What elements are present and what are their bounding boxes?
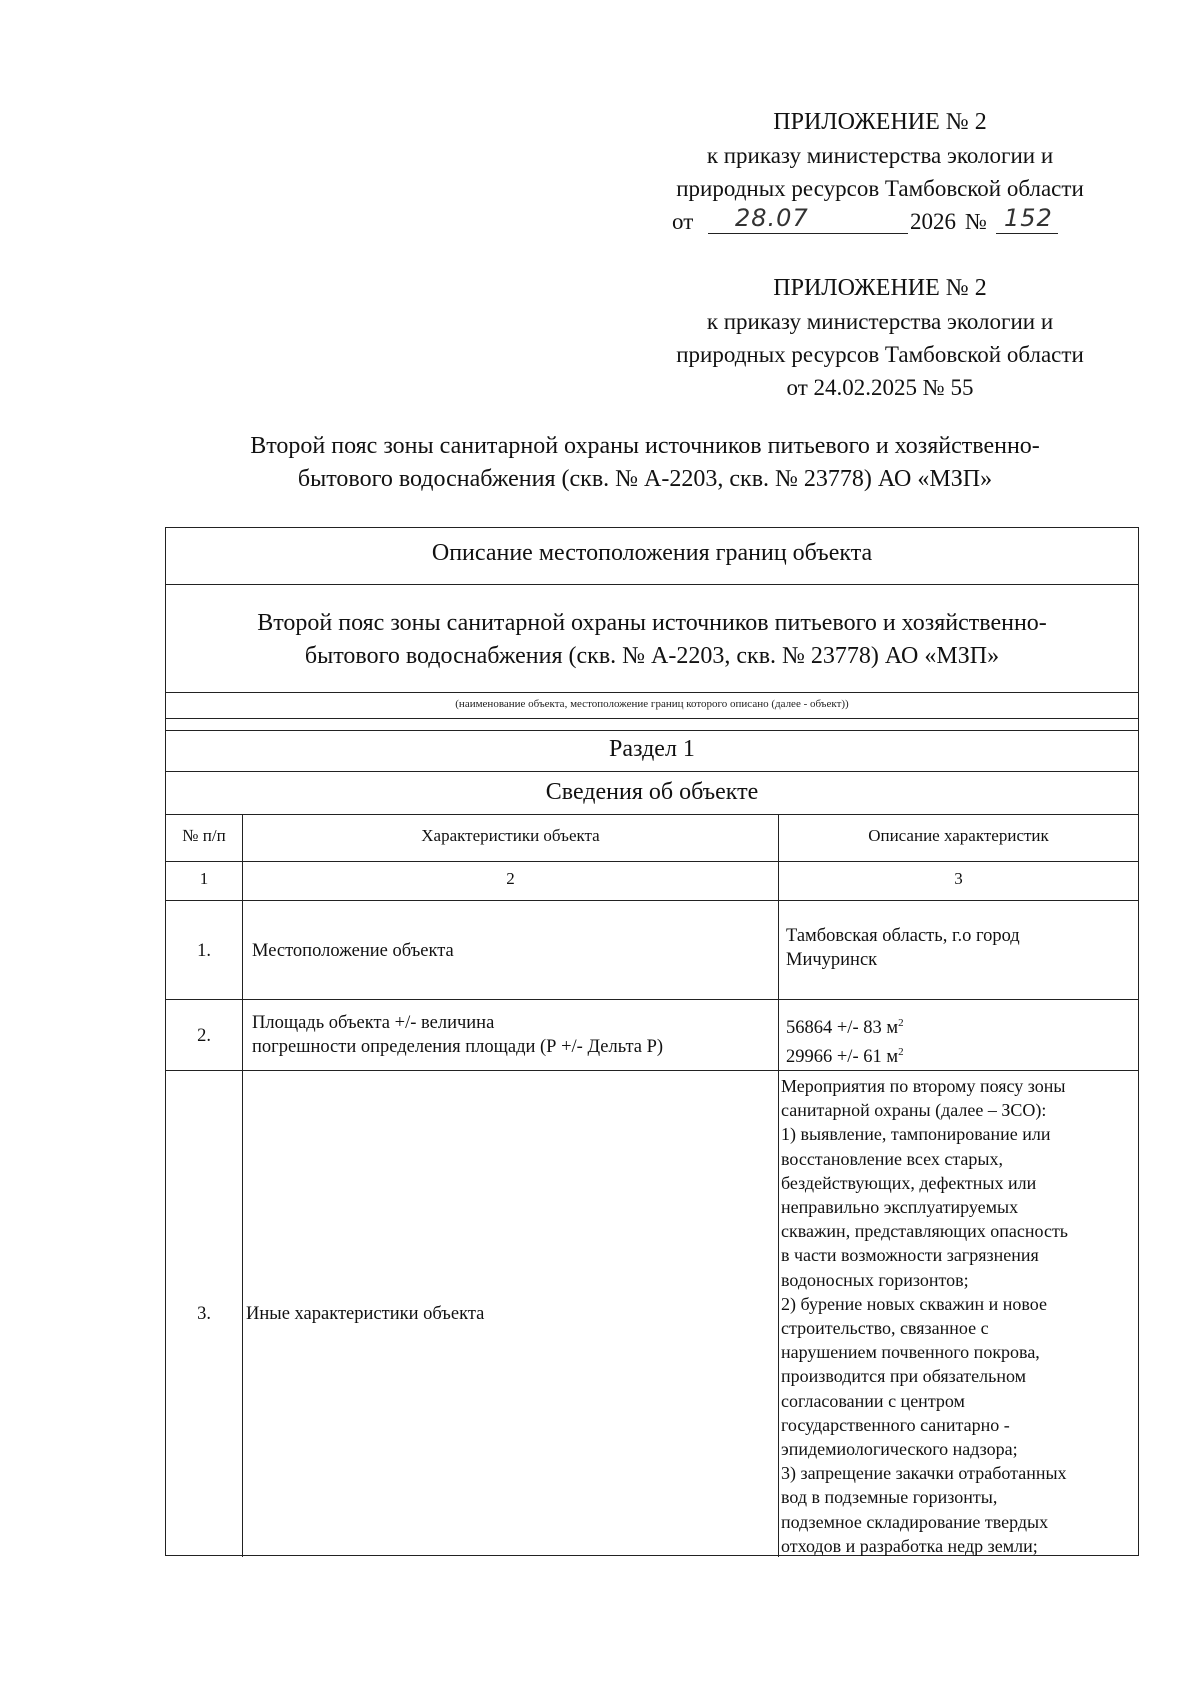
table-rule <box>166 730 1138 731</box>
area-text: 56864 +/- 83 м <box>786 1018 899 1039</box>
handwritten-date: 28.07 <box>735 204 809 232</box>
description-line: нарушением почвенного покрова, <box>781 1342 1040 1363</box>
unit-superscript: 2 <box>898 1046 904 1059</box>
column-header-description: Описание характеристик <box>868 826 1049 845</box>
column-rule <box>242 814 243 1557</box>
object-name-note: (наименование объекта, местоположение границ которого описано (далее - объект)) <box>455 698 849 710</box>
row-description <box>786 924 1131 972</box>
object-name-line: Второй пояс зоны санитарной охраны источников питьевого и хозяйственно- <box>257 610 1047 636</box>
table-rule <box>166 718 1138 719</box>
area-value-2 <box>786 1040 1131 1069</box>
table-rule <box>166 900 1138 901</box>
appendix-title: ПРИЛОЖЕНИЕ № 2 <box>773 109 987 135</box>
section-title: Сведения об объекте <box>545 779 759 805</box>
description-line: скважин, представляющих опасность <box>781 1221 1069 1242</box>
table-rule <box>166 999 1138 1000</box>
table-rule <box>166 692 1138 693</box>
column-number: 2 <box>506 869 515 888</box>
date-year: 2026 <box>910 209 956 234</box>
description-line: Мичуринск <box>786 950 878 970</box>
table-rule <box>166 861 1138 862</box>
description-line: 1) выявление, тампонирование или <box>781 1124 1051 1145</box>
section-label: Раздел 1 <box>609 736 695 762</box>
area-text: 29966 +/- 61 м <box>786 1047 899 1068</box>
table-rule <box>166 771 1138 772</box>
appendix-line: к приказу министерства экологии и <box>706 309 1054 334</box>
row-description-measures <box>781 1074 1137 1558</box>
column-number: 1 <box>199 869 209 888</box>
handwritten-number: 152 <box>1004 204 1053 232</box>
column-header-characteristic: Характеристики объекта <box>421 826 600 845</box>
description-line: государственного санитарно - <box>781 1414 1010 1435</box>
object-name <box>166 607 1138 673</box>
row-description <box>786 1011 1131 1069</box>
row-number: 2. <box>197 1026 211 1046</box>
appendix-header-previous <box>620 272 1140 404</box>
table-rule <box>166 1070 1138 1071</box>
appendix-header-current <box>620 106 1140 238</box>
appendix-line: от 24.02.2025 № 55 <box>786 375 974 400</box>
description-line: эпидемиологического надзора; <box>781 1439 1018 1460</box>
row-characteristic: Иные характеристики объекта <box>246 1304 485 1324</box>
characteristic-line: погрешности определения площади (Р +/- Дельта Р) <box>252 1037 664 1057</box>
description-line: Тамбовская область, г.о город <box>786 926 1020 946</box>
number-prefix: № <box>965 209 987 234</box>
description-line: вод в подземные горизонты, <box>781 1487 998 1508</box>
document-title <box>170 430 1120 496</box>
row-characteristic <box>252 1011 772 1059</box>
description-line: восстановление всех старых, <box>781 1148 1004 1169</box>
table-rule <box>166 584 1138 585</box>
row-number: 3. <box>197 1304 211 1324</box>
table-caption: Описание местоположения границ объекта <box>431 540 873 566</box>
boundary-description-table <box>165 527 1139 1556</box>
appendix-title: ПРИЛОЖЕНИЕ № 2 <box>773 275 987 301</box>
description-line: строительство, связанное с <box>781 1318 989 1339</box>
area-value-1 <box>786 1011 1131 1040</box>
description-line: подземное складирование твердых <box>781 1511 1049 1532</box>
column-header-number: № п/п <box>182 826 226 845</box>
description-line: отходов и разработка недр земли; <box>781 1535 1038 1556</box>
appendix-date-line <box>620 205 1140 238</box>
description-line: производится при обязательном <box>781 1366 1026 1387</box>
characteristic-line: Площадь объекта +/- величина <box>252 1013 495 1033</box>
description-line: водоносных горизонтов; <box>781 1269 969 1290</box>
appendix-line: к приказу министерства экологии и <box>706 143 1054 168</box>
description-line: 2) бурение новых скважин и новое <box>781 1293 1047 1314</box>
description-line: Мероприятия по второму поясу зоны <box>781 1076 1066 1096</box>
appendix-line: природных ресурсов Тамбовской области <box>676 342 1084 367</box>
document-title-line: Второй пояс зоны санитарной охраны источников питьевого и хозяйственно- <box>250 433 1040 459</box>
object-name-line: бытового водоснабжения (скв. № А-2203, скв. № 23778) АО «МЗП» <box>304 643 1000 669</box>
document-title-line: бытового водоснабжения (скв. № А-2203, скв. № 23778) АО «МЗП» <box>297 466 993 492</box>
appendix-line: природных ресурсов Тамбовской области <box>676 176 1084 201</box>
description-line: в части возможности загрязнения <box>781 1245 1039 1266</box>
row-characteristic: Местоположение объекта <box>252 941 454 961</box>
row-number: 1. <box>197 941 211 961</box>
description-line: санитарной охраны (далее – ЗСО): <box>781 1100 1047 1121</box>
description-line: неправильно эксплуатируемых <box>781 1197 1019 1218</box>
table-rule <box>166 814 1138 815</box>
column-number: 3 <box>954 869 963 888</box>
date-prefix: от <box>672 209 694 234</box>
column-rule <box>778 814 779 1557</box>
unit-superscript: 2 <box>898 1017 904 1029</box>
description-line: бездействующих, дефектных или <box>781 1172 1037 1193</box>
description-line: согласовании с центром <box>781 1390 965 1411</box>
description-line: 3) запрещение закачки отработанных <box>781 1463 1067 1484</box>
